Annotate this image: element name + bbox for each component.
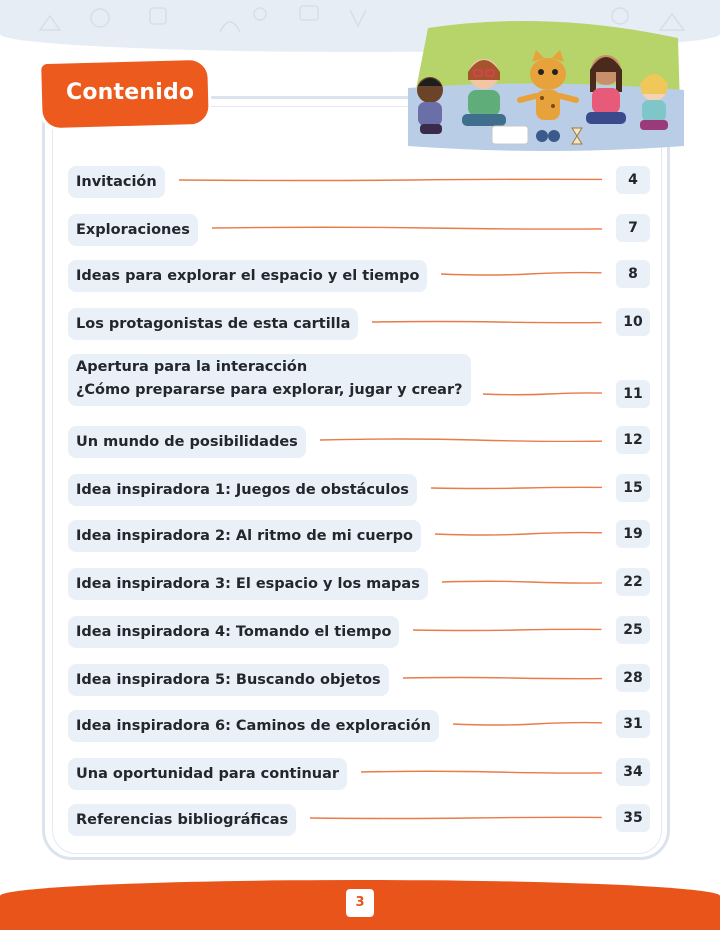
- toc-entry-label: Invitación: [68, 166, 165, 198]
- page-number: 3: [346, 889, 374, 917]
- toc-entry-page: 10: [616, 308, 650, 336]
- toc-entry[interactable]: [68, 568, 650, 596]
- leader-line: [372, 318, 602, 324]
- toc-entry-label: Idea inspiradora 3: El espacio y los mapas: [68, 568, 428, 600]
- leader-line: [413, 626, 602, 632]
- leader-line: [403, 674, 602, 680]
- toc-entry[interactable]: [68, 260, 650, 288]
- children-and-jaguar-illustration: [408, 18, 684, 154]
- leader-line: [212, 224, 602, 230]
- toc-entry[interactable]: [68, 354, 650, 408]
- toc-entry-page: 7: [616, 214, 650, 242]
- toc-entry-page: 15: [616, 474, 650, 502]
- toc-entry-page: 35: [616, 804, 650, 832]
- toc-entry[interactable]: [68, 710, 650, 738]
- page-title: Contenido: [66, 80, 195, 105]
- toc-entry-page: 12: [616, 426, 650, 454]
- toc-entry-label: Ideas para explorar el espacio y el tiempo: [68, 260, 427, 292]
- toc-entry-page: 31: [616, 710, 650, 738]
- toc-entry[interactable]: [68, 474, 650, 502]
- toc-entry[interactable]: [68, 426, 650, 454]
- toc-entry-label: Referencias bibliográficas: [68, 804, 296, 836]
- toc-entry-label: Los protagonistas de esta cartilla: [68, 308, 358, 340]
- leader-line: [442, 578, 602, 584]
- toc-entry-page: 34: [616, 758, 650, 786]
- toc-entry-label: Idea inspiradora 1: Juegos de obstáculos: [68, 474, 417, 506]
- toc-entry[interactable]: [68, 804, 650, 832]
- leader-line: [435, 530, 602, 536]
- toc-entry[interactable]: [68, 616, 650, 644]
- leader-line: [310, 814, 602, 820]
- toc-entry-label: Idea inspiradora 4: Tomando el tiempo: [68, 616, 399, 648]
- toc-entry-label-line: Apertura para la interacción: [76, 359, 308, 375]
- toc-entry-page: 28: [616, 664, 650, 692]
- leader-line: [483, 390, 602, 396]
- toc-entry-label-line: ¿Cómo prepararse para explorar, jugar y crear?: [76, 382, 463, 398]
- leader-line: [179, 176, 602, 182]
- toc-entry-page: 19: [616, 520, 650, 548]
- toc-entry-label: Exploraciones: [68, 214, 198, 246]
- toc-entry-label: Una oportunidad para continuar: [68, 758, 347, 790]
- toc-entry-page: 11: [616, 380, 650, 408]
- toc-entry-label: Idea inspiradora 5: Buscando objetos: [68, 664, 389, 696]
- toc-entry[interactable]: [68, 166, 650, 194]
- toc-entry-page: 4: [616, 166, 650, 194]
- toc-entry[interactable]: [68, 520, 650, 548]
- toc-entry[interactable]: [68, 214, 650, 242]
- toc-entry-page: 8: [616, 260, 650, 288]
- toc-entry-label: Idea inspiradora 6: Caminos de exploración: [68, 710, 439, 742]
- leader-line: [453, 720, 602, 726]
- toc-entry-label: [68, 354, 471, 406]
- leader-line: [431, 484, 602, 490]
- leader-line: [441, 270, 602, 276]
- toc-entry-label: Idea inspiradora 2: Al ritmo de mi cuerpo: [68, 520, 421, 552]
- toc-entry[interactable]: [68, 664, 650, 692]
- toc-entry-label: Un mundo de posibilidades: [68, 426, 306, 458]
- leader-line: [320, 436, 602, 442]
- toc-entry[interactable]: [68, 758, 650, 786]
- leader-line: [361, 768, 602, 774]
- toc-entry-page: 25: [616, 616, 650, 644]
- toc-entry-page: 22: [616, 568, 650, 596]
- toc-entry[interactable]: [68, 308, 650, 336]
